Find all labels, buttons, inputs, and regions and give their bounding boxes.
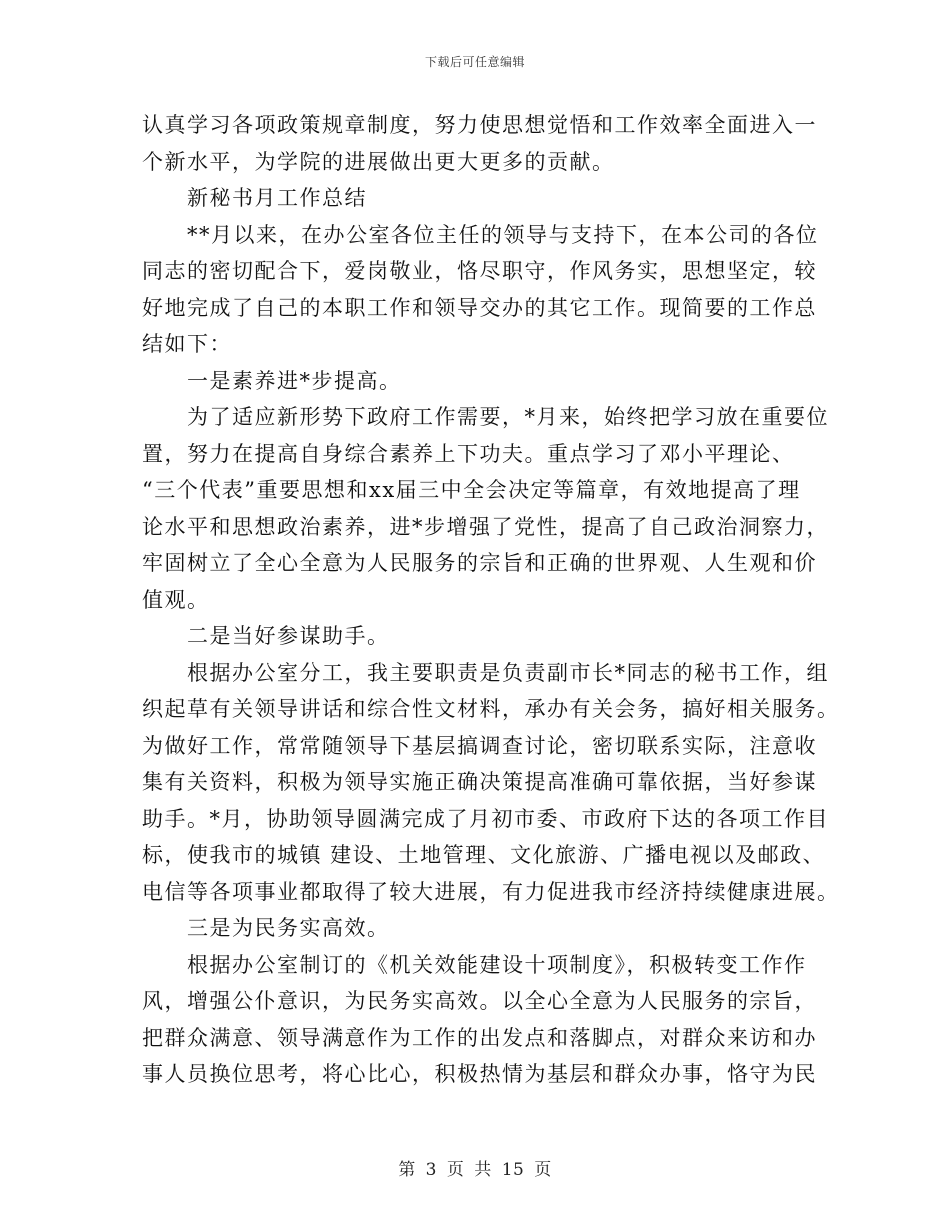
section-title: 新秘书月工作总结 bbox=[142, 186, 367, 210]
text-line: 集有关资料，积极为领导实施正确决策提高准确可靠依据，当好参谋 bbox=[142, 770, 817, 794]
text-line: 风，增强公仆意识，为民务实高效。以全心全意为人民服务的宗旨， bbox=[142, 989, 817, 1013]
text-line: 值观。 bbox=[142, 587, 210, 612]
text-line: 为了适应新形势下政府工作需要，*月来，始终把学习放在重要位 bbox=[142, 405, 829, 429]
page-header: 下载后可任意编辑 bbox=[424, 55, 525, 69]
text-line: 织起草有关领导讲话和综合性文材料，承办有关会务，搞好相关服务。 bbox=[142, 697, 840, 721]
section-heading: 二是当好参谋助手。 bbox=[142, 624, 390, 648]
section-heading: 三是为民务实高效。 bbox=[142, 916, 390, 940]
text-line: 牢固树立了全心全意为人民服务的宗旨和正确的世界观、人生观和价 bbox=[142, 551, 817, 575]
text-line: 根据办公室分工，我主要职责是负责副市长*同志的秘书工作，组 bbox=[142, 660, 829, 685]
text-line: 同志的密切配合下，爱岗敬业，恪尽职守，作风务实，思想坚定，较 bbox=[142, 259, 817, 283]
section-heading: 一是素养进*步提高。 bbox=[142, 368, 402, 393]
text-line: 根据办公室制订的《机关效能建设十项制度》，积极转变工作作 bbox=[142, 952, 807, 977]
text-line: 认真学习各项政策规章制度，努力使思想觉悟和工作效率全面进入一 bbox=[142, 113, 817, 137]
text-line: 好地完成了自己的本职工作和领导交办的其它工作。现简要的工作总 bbox=[142, 295, 817, 320]
text-line: “三个代表”重要思想和xx届三中全会决定等篇章，有效地提高了理 bbox=[142, 478, 801, 502]
document-body bbox=[142, 107, 840, 1093]
text-line: 标，使我市的城镇 建设、土地管理、文化旅游、广播电视以及邮政、 bbox=[142, 843, 826, 867]
text-line: **月以来，在办公室各位主任的领导与支持下，在本公司的各位 bbox=[142, 222, 819, 247]
text-line: 把群众满意、领导满意作为工作的出发点和落脚点，对群众来访和办 bbox=[142, 1025, 817, 1050]
text-line: 为做好工作，常常随领导下基层搞调查讨论，密切联系实际，注意收 bbox=[142, 733, 817, 758]
text-line: 置，努力在提高自身综合素养上下功夫。重点学习了邓小平理论、 bbox=[142, 441, 795, 466]
text-line: 事人员换位思考，将心比心，积极热情为基层和群众办事，恪守为民 bbox=[142, 1062, 817, 1086]
text-line: 助手。*月，协助领导圆满完成了月初市委、市政府下达的各项工作目 bbox=[142, 806, 829, 831]
text-line: 结如下： bbox=[142, 332, 232, 356]
page-number: 第 3 页 共 15 页 bbox=[398, 1160, 552, 1180]
text-line: 个新水平，为学院的进展做出更大更多的贡献。 bbox=[142, 149, 615, 174]
text-line: 电信等各项事业都取得了较大进展，有力促进我市经济持续健康进展。 bbox=[142, 879, 840, 904]
text-line: 论水平和思想政治素养，进*步增强了党性，提高了自己政治洞察力， bbox=[142, 514, 829, 539]
